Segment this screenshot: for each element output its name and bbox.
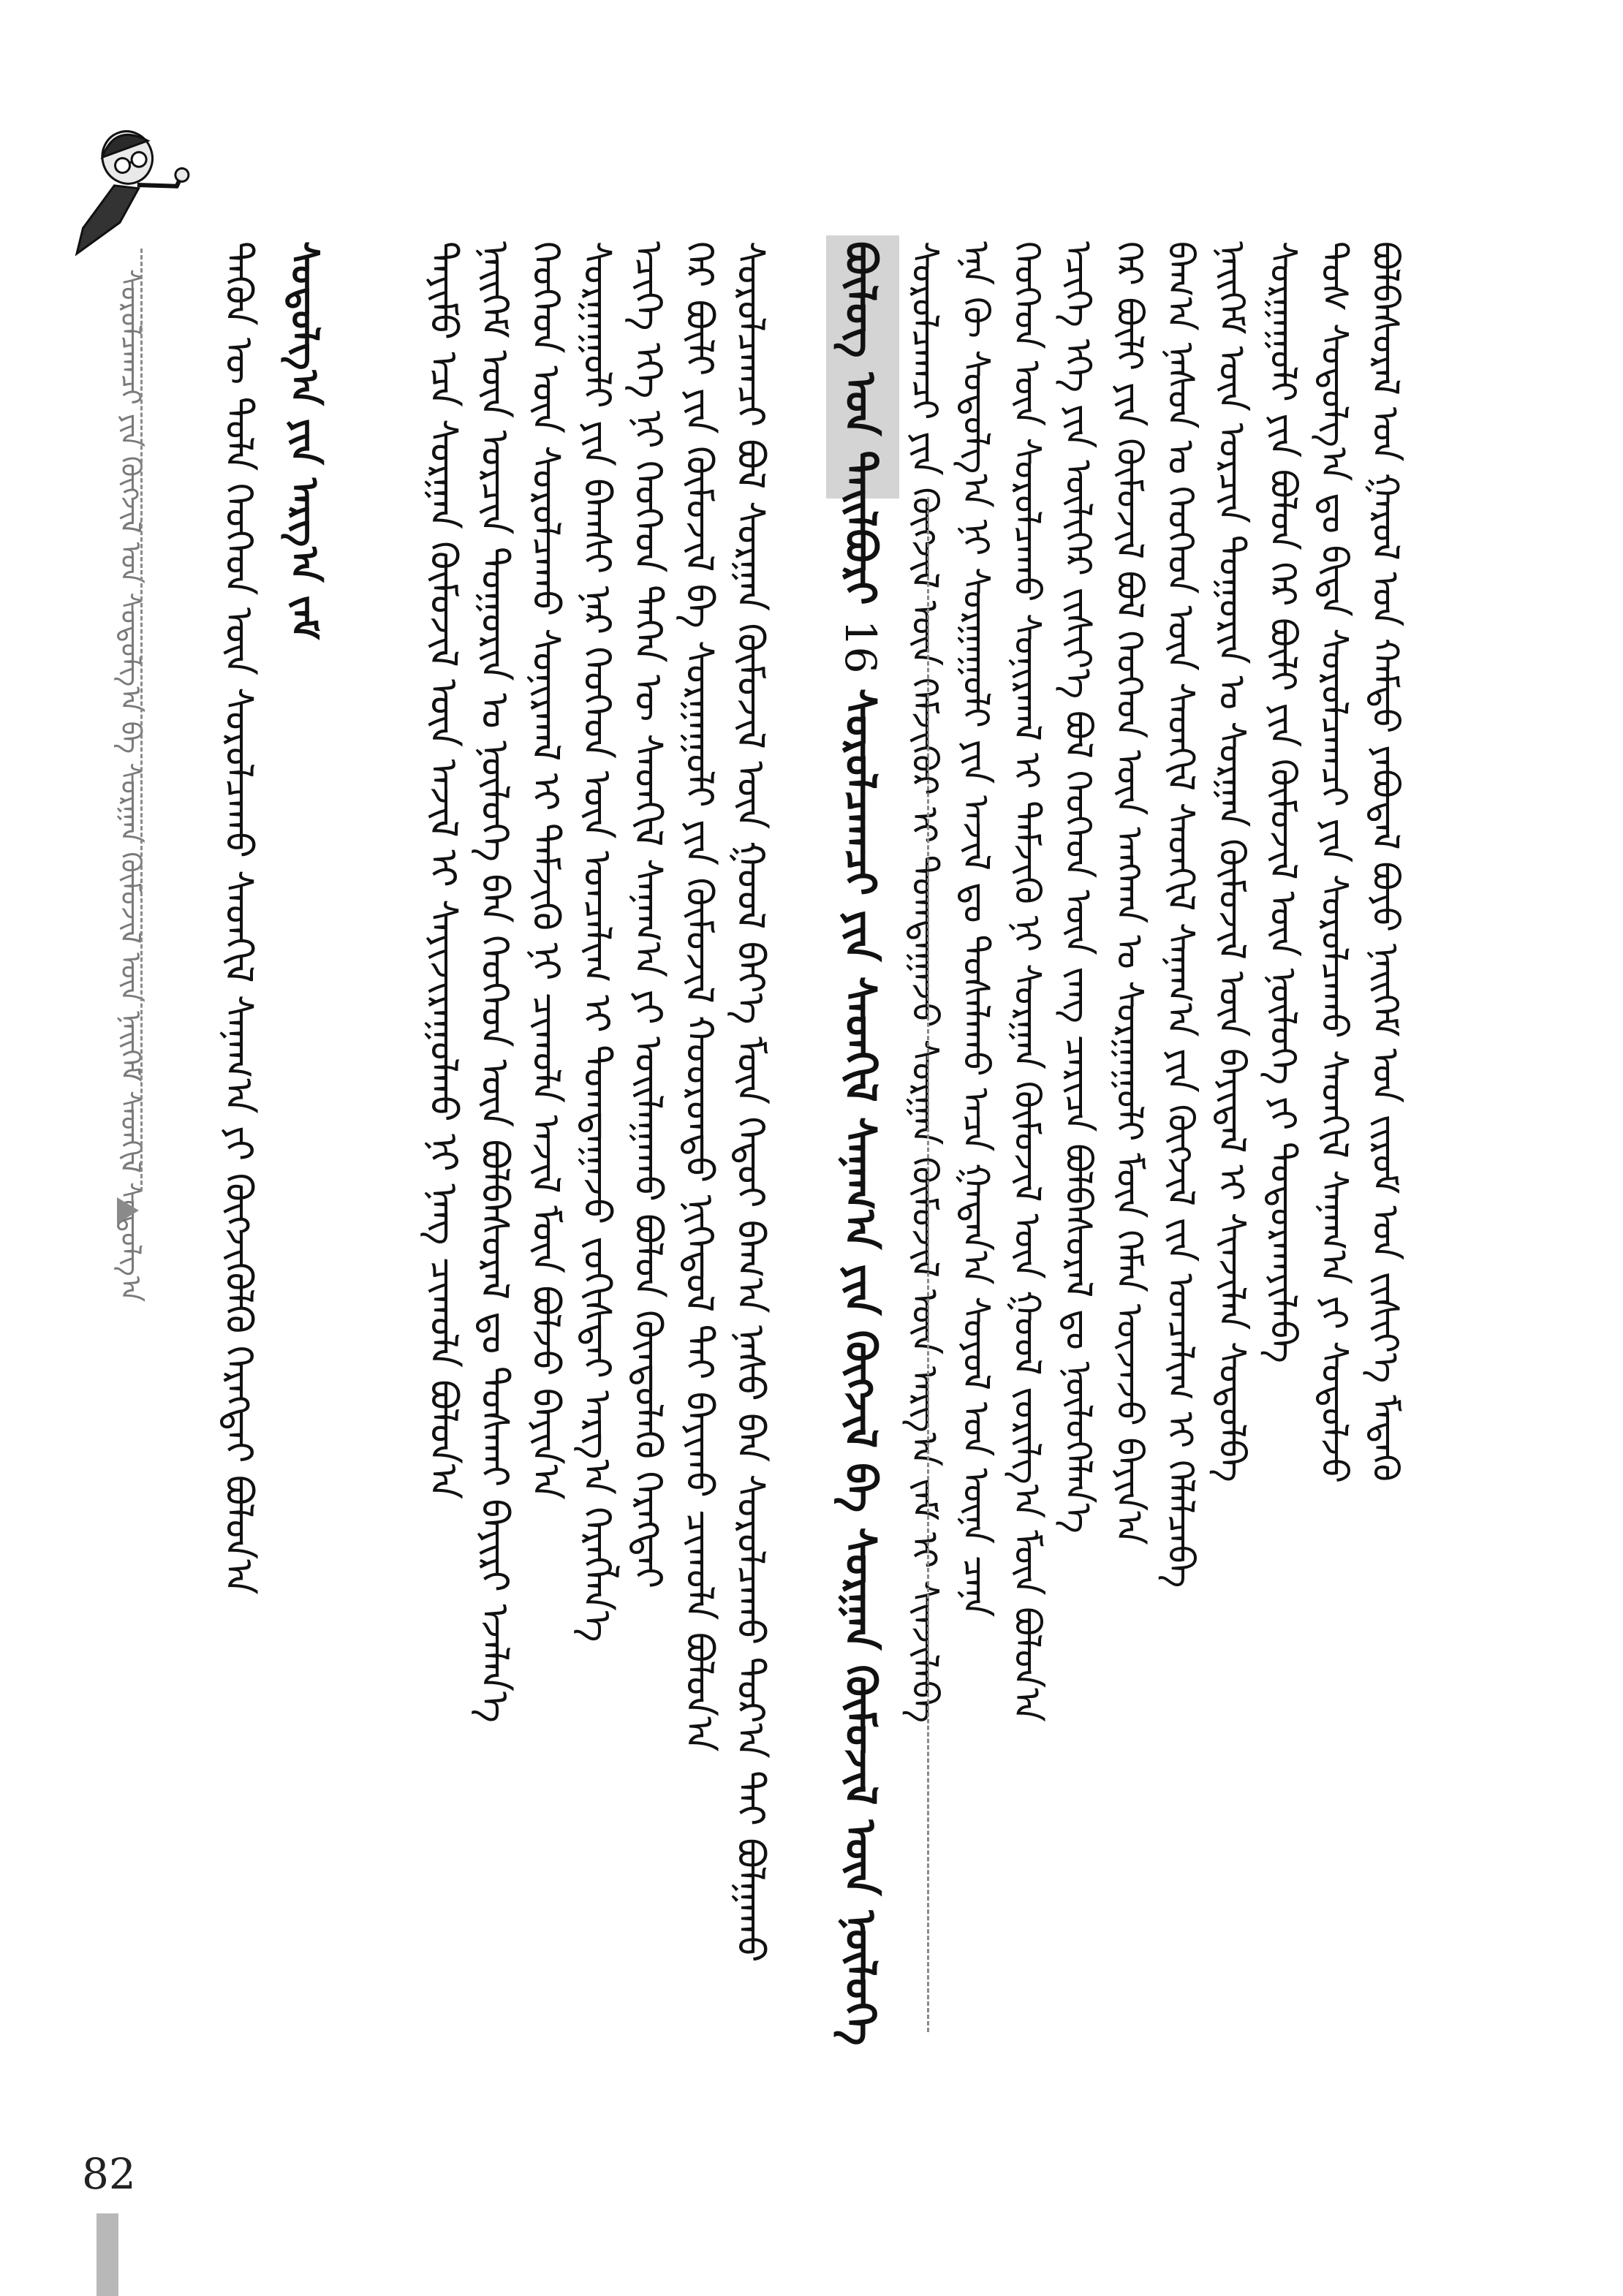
body-line-5: ᠬᠡᠦᠬᠡᠳ ᠦᠨ ᠰᠤᠷᠤᠯᠴᠠᠬᠤ ᠰᠣᠨᠢᠷᠬᠠᠯ ᠢ ᠳᠡᠮᠵᠢᠬᠦ ᠨᠢ ᠴᠢᠬᠤᠯᠠ ᠠᠵᠢᠯ ᠮᠥᠨ ᠪᠣᠯᠵᠤ ᠪᠠᠶᠢᠨ᠎ᠠ: [523, 241, 567, 1500]
header-rule: [140, 249, 143, 1191]
subheading: ᠰᠤᠳᠤᠯᠭ᠎ᠠ ᠶᠢᠨ ᠠᠷᠭ᠎ᠠ ᠵᠠᠮ: [282, 241, 326, 640]
body-line-6: ᠨᠡᠢᠭᠡᠮ ᠦᠨ ᠣᠷᠴᠢᠨ ᠲᠣᠭᠣᠷᠢᠨ ᠤ ᠨᠥᠯᠦᠭᠡ ᠪᠠᠨ ᠬᠡᠦᠬᠡᠳ ᠦᠨ ᠪᠣᠯᠪᠠᠰᠤᠷᠠᠯ ᠳᠤ ᠲᠤᠰᠬᠠᠶ ᠪᠠᠶᠢᠷᠢ ᠡᠵᠡᠯᠡᠨ᠎ᠡ: [472, 241, 516, 1723]
intro-line-8: ᠬᠡᠦᠬᠡᠳ ᠦᠨ ᠰᠤᠷᠤᠯᠴᠠᠬᠤ ᠰᠣᠨᠢᠷᠬᠠᠯ ᠢ ᠳᠡᠮᠵᠢᠬᠦ ᠨᠢ ᠰᠤᠷᠭᠠᠨ ᠬᠥᠮᠦᠵᠢᠯ ᠦᠨ ᠭᠣᠣᠯ ᠵᠣᠷᠢᠯᠭ᠎ᠠ ᠮᠥᠨ ᠪᠣᠯᠤᠨ᠎ᠠ: [1006, 241, 1048, 1722]
intro-line-5: ᠪᠠᠭ᠎ᠠ ᠨᠠᠰᠤᠨ ᠤ ᠬᠡᠦᠬᠡᠳ ᠦᠨ ᠰᠡᠳᠬᠢᠯ ᠰᠡᠳᠬᠢᠯ ᠰᠠᠨᠠᠭ᠎ᠠ ᠶᠢᠨ ᠬᠥᠭᠵᠢᠯ ᠵᠢᠨ ᠣᠨᠴᠠᠯᠢᠭ ᠢ ᠬᠡᠯᠡᠯᠴᠡᠪᠡ: [1159, 241, 1202, 1588]
body-line-3: ᠡᠴᠢᠭᠡ ᠡᠬᠡ ᠨᠢ ᠬᠡᠦᠬᠡᠳ ᠲᠡᠭᠡᠨ ᠦ ᠰᠡᠳᠬᠢᠯ ᠰᠠᠨᠠᠭ᠎ᠠ ᠶᠢ ᠣᠢᠯᠠᠭᠠᠬᠤ ᠪᠣᠯᠤᠨ ᠬᠦᠨᠳᠦᠯᠡᠬᠦ ᠬᠡᠷᠡᠭᠲᠡᠢ: [626, 241, 670, 1589]
intro-separator-rule: [927, 497, 929, 2032]
intro-line-6: ᠭᠡᠷ ᠪᠦᠯᠢ ᠶᠢᠨ ᠬᠦᠮᠦᠵᠢᠯ ᠪᠣᠯ ᠬᠡᠦᠬᠡᠳ ᠦᠨ ᠠᠩᠬᠠᠨ ᠤ ᠰᠤᠷᠭᠠᠭᠤᠯᠢ ᠮᠥᠨ ᠬᠡᠮᠡᠨ ᠦᠵᠡᠵᠦ ᠪᠠᠶᠢᠨ᠎ᠠ: [1108, 241, 1151, 1545]
section-label: ᠪᠦᠯᠦᠭ ᠤᠨ ᠲᠠᠢᠯᠪᠤᠷᠢ: [836, 241, 885, 605]
intro-line-9: ᠡᠨᠡ ᠬᠦ ᠰᠤᠳᠤᠯᠭ᠎ᠠ ᠨᠢ ᠰᠤᠷᠭᠠᠭᠤᠯᠢ ᠶᠢᠨ ᠠᠵᠢᠯ ᠳᠤ ᠲᠤᠰᠠᠯᠠᠬᠤ ᠠᠴᠠ ᠭᠠᠳᠠᠨ᠎ᠠ ᠰᠣᠶᠣᠯ ᠤᠨ ᠦᠨᠡ ᠴᠡᠨᠡ: [955, 241, 997, 1618]
closing-line: ᠲᠡᠭᠦᠨ ᠦ ᠲᠤᠯᠠ ᠬᠡᠦᠬᠡᠳ ᠦᠨ ᠰᠤᠷᠤᠯᠴᠠᠬᠤ ᠰᠡᠳᠬᠢᠯ ᠰᠠᠨᠠᠭ᠎ᠠ ᠶᠢ ᠬᠥᠭᠵᠢᠭᠦᠯᠬᠦ ᠬᠡᠷᠡᠭᠲᠡᠢ ᠪᠣᠯᠤᠨ᠎ᠠ: [216, 241, 260, 1595]
section-heading: [836, 241, 885, 2046]
body-line-1: ᠰᠤᠷᠤᠯᠴᠠᠭᠴᠢ ᠪᠣᠯ ᠰᠤᠷᠭᠠᠨ ᠬᠥᠮᠦᠵᠢᠯ ᠦᠨ ᠭᠣᠣᠯ ᠪᠡᠶ᠎ᠡ ᠮᠥᠨ ᠬᠡᠳᠦᠢ ᠪᠠᠭ᠎ᠠ ᠨᠠᠰᠤ ᠪᠠᠨ ᠰᠤᠷᠤᠯᠴᠠᠬᠤ ᠳᠤᠷ᠎ᠠ ᠲᠠᠢ ᠪᠣᠯᠭᠠᠬᠤ: [728, 241, 772, 1963]
intro-line-3: ᠰᠤᠷᠭᠠᠭᠤᠯᠢ ᠶᠢᠨ ᠪᠣᠯᠤᠨ ᠭᠡᠷ ᠪᠦᠯᠢ ᠶᠢᠨ ᠬᠦᠮᠦᠵᠢᠯ ᠦᠨ ᠨᠥᠯᠦᠭᠡ ᠶᠢ ᠲᠣᠳᠣᠷᠬᠠᠶᠢᠯᠠᠪᠠ: [1262, 241, 1304, 1363]
body-line-2: ᠭᠡᠷ ᠪᠦᠯᠢ ᠶᠢᠨ ᠬᠦᠮᠦᠵᠢᠯ ᠪᠠ ᠰᠤᠷᠭᠠᠭᠤᠯᠢ ᠶᠢᠨ ᠬᠦᠮᠦᠵᠢᠯ ᠬᠣᠣᠷᠣᠨᠳᠣ ᠨᠢᠭᠡᠳᠦᠯ ᠲᠡᠢ ᠪᠠᠶᠢᠬᠤ ᠴᠢᠬᠤᠯᠠ ᠪᠣᠯᠤᠨ᠎ᠠ: [677, 241, 721, 1752]
running-header: ᠰᠤᠷᠤᠯᠴᠠᠭᠴᠢ ᠶᠢᠨ ᠬᠥᠭᠵᠢᠯ ᠤᠨ ᠰᠤᠳᠤᠯᠭ᠎ᠠ ᠪᠠ ᠰᠤᠷᠭᠠᠨ ᠬᠥᠮᠦᠵᠢᠯ ᠦᠨ ᠨᠡᠢᠭᠡᠮ ᠰᠡᠳᠬᠢᠯ ᠰᠤᠳᠤᠯᠭ᠎ᠠ: [115, 269, 147, 1303]
triangle-marker-icon: [117, 1197, 139, 1224]
body-line-4: ᠰᠤᠷᠭᠠᠭᠤᠯᠢ ᠶᠢᠨ ᠪᠠᠭᠰᠢ ᠨᠠᠷ ᠬᠡᠦᠬᠡᠳ ᠦᠨ ᠣᠨᠴᠠᠯᠢᠭ ᠢ ᠲᠣᠭᠲᠠᠭᠠᠵᠤ ᠵᠣᠬᠢᠰᠲᠠᠢ ᠠᠷᠭ᠎ᠠ ᠬᠡᠷᠡᠭᠯᠡᠨ᠎ᠡ: [575, 241, 618, 1643]
section-number: 16: [836, 619, 885, 674]
intro-line-2: ᠲᠤᠰ ᠰᠤᠳᠤᠯᠭ᠎ᠠ ᠳᠤ ᠪᠢᠳᠡ ᠰᠤᠷᠤᠯᠴᠠᠭᠴᠢ ᠶᠢᠨ ᠰᠤᠷᠤᠯᠴᠠᠬᠤ ᠰᠡᠳᠬᠢᠯ ᠰᠠᠨᠠᠭ᠎ᠠ ᠶᠢ ᠰᠤᠳᠤᠯᠵᠤ: [1313, 241, 1355, 1484]
section-title: ᠰᠤᠷᠤᠯᠴᠠᠭᠴᠢ ᠶᠢᠨ ᠰᠡᠳᠬᠢᠯ ᠰᠠᠨᠠᠭ᠎ᠠ ᠶᠢᠨ ᠬᠥᠭᠵᠢᠯ ᠪᠠ ᠰᠤᠷᠭᠠᠨ ᠬᠥᠮᠦᠵᠢᠯ ᠦᠨ ᠨᠥᠯᠦᠭᠡ: [836, 688, 885, 2046]
intro-line-1: ᠪᠤᠯᠪᠠᠰᠤᠷᠠᠯ ᠤᠨ ᠭᠠᠷᠤᠯ ᠤᠨ ᠬᠠᠮᠲᠤ ᠶᠠᠪᠤᠳᠠᠯ ᠪᠤᠶᠤ ᠨᠡᠢᠭᠡᠮ ᠤᠨ ᠵᠢᠷᠤᠮ ᠤᠨ ᠵᠢᠱᠢᠶ᠎ᠡ ᠮᠡᠳᠡᠬᠦ: [1364, 241, 1407, 1482]
page-number: 82: [82, 2149, 136, 2199]
mascot-illustration: [29, 128, 197, 259]
intro-line-7: ᠡᠴᠢᠭᠡ ᠡᠬᠡ ᠶᠢᠨ ᠦᠯᠢᠭᠡᠷ ᠵᠢᠱᠢᠶ᠎ᠡ ᠪᠣᠯ ᠬᠡᠦᠬᠡᠳ ᠦᠨ ᠵᠠᠩ ᠴᠠᠷᠢᠴᠠ ᠪᠣᠯᠪᠠᠰᠤᠷᠠᠯ ᠳᠤ ᠨᠥᠯᠦᠭᠡᠯᠡᠨ᠎ᠡ: [1057, 241, 1100, 1534]
intro-line-10: ᠰᠤᠷᠤᠯᠴᠠᠭᠴᠢ ᠶᠢᠨ ᠬᠥᠭᠵᠢᠯ ᠦᠨ ᠬᠡᠮᠵᠢᠭᠦᠷ ᠢ ᠲᠣᠭᠲᠠᠭᠠᠵᠤ ᠰᠤᠷᠭᠠᠨ ᠬᠦᠮᠦᠵᠢᠯ ᠦᠨ ᠠᠷᠭ᠎ᠠ ᠵᠠᠮ ᠢ ᠰᠢᠨᠵᠢᠯᠡᠪᠡ: [904, 241, 946, 1724]
body-line-7: ᠲᠡᠶᠢᠮᠦ ᠡᠴᠡ ᠰᠤᠷᠭᠠᠨ ᠬᠥᠮᠦᠵᠢᠯ ᠦᠨ ᠠᠵᠢᠯ ᠢ ᠰᠠᠶᠢᠵᠢᠷᠠᠭᠤᠯᠬᠤ ᠨᠢ ᠨᠡᠩ ᠴᠢᠬᠤᠯᠠ ᠪᠣᠯᠤᠨ᠎ᠠ: [421, 241, 465, 1500]
page-edge-bar: [97, 2213, 118, 2296]
intro-line-4: ᠨᠡᠢᠭᠡᠮ ᠦᠨ ᠣᠷᠴᠢᠨ ᠲᠣᠭᠣᠷᠢᠨ ᠤ ᠰᠤᠷᠭᠠᠨ ᠬᠥᠮᠦᠵᠢᠯ ᠦᠨ ᠪᠠᠶᠢᠳᠠᠯ ᠢ ᠰᠢᠨᠵᠢᠯᠡᠨ ᠰᠤᠳᠤᠯᠪᠠ: [1211, 241, 1253, 1482]
